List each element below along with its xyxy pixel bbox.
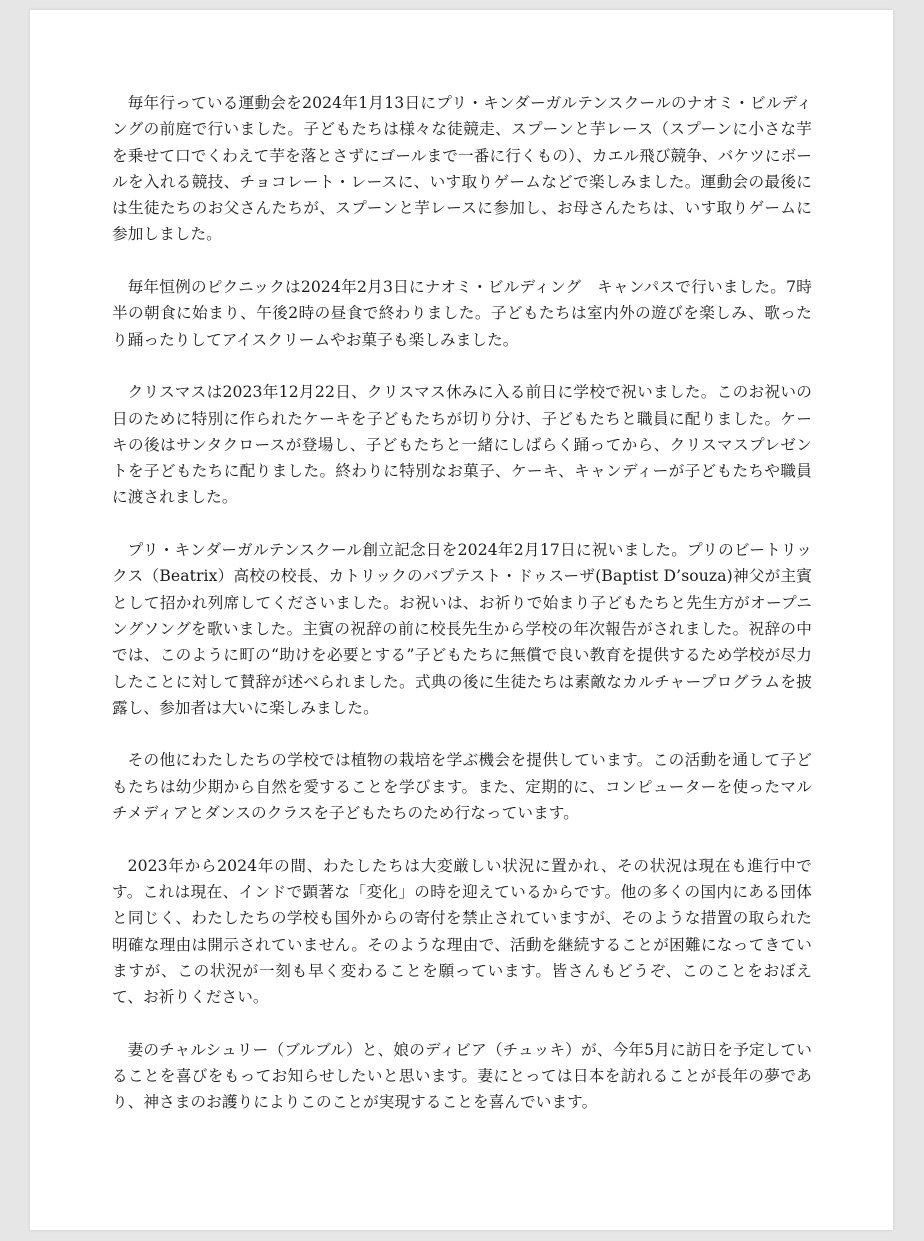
paragraph-christmas: クリスマスは2023年12月22日、クリスマス休みに入る前日に学校で祝いました。このお祝いの日のために特別に作られたケーキを子どもたちが切り分け、子どもたちと職員に配りました。ケーキの後はサンタクロースが登場し、子どもたちと一緒にしばらく踊ってから、クリスマスプレゼントを子どもたちに配りました。終わりに特別なお菓子、ケーキ、キャンディーが子どもたちや職員に渡されました。	[112, 383, 812, 507]
paragraph-sports-day: 毎年行っている運動会を2024年1月13日にプリ・キンダーガルテンスクールのナオミ・ビルディングの前庭で行いました。子どもたちは様々な徒競走、スプーンと芋レース（スプーンに小さな芋を乗せて口でくわえて芋を落とさずにゴールまで一番に行くもの）、カエル飛び競争、バケツにボールを入れる競技、チョコレート・レースに、いす取りゲームなどで楽しみました。運動会の最後には生徒たちのお父さんたちが、スプーンと芋レースに参加し、お母さんたちは、いす取りゲームに参加しました。	[112, 94, 812, 244]
document-page	[30, 10, 893, 1230]
paragraph-family-visit: 妻のチャルシュリー（ブルブル）と、娘のディビア（チュッキ）が、今年5月に訪日を予定していることを喜びをもってお知らせしたいと思います。妻にとっては日本を訪れることが長年の夢であり、神さまのお護りによりこのことが実現することを喜んでいます。	[112, 1040, 812, 1112]
paragraph-activities: その他にわたしたちの学校では植物の栽培を学ぶ機会を提供しています。この活動を通して子どもたちは幼少期から自然を愛することを学びます。また、定期的に、コンピューターを使ったマルチメディアとダンスのクラスを子どもたちのため行なっています。	[112, 751, 812, 823]
document-body	[112, 90, 812, 1142]
paragraph-founders-day: プリ・キンダーガルテンスクール創立記念日を2024年2月17日に祝いました。プリのビートリックス（Beatrix）高校の校長、カトリックのバプテスト・ドゥスーザ(Baptist D’souza)神父が主賓として招かれ列席してくださいました。お祝いは、お祈りで始まり子どもたちと先生方がオープニングソングを歌いました。主賓の祝辞の前に校長先生から学校の年次報告がされました。祝辞の中では、このように町の“助けを必要とする”子どもたちに無償で良い教育を提供するため学校が尽力したことに対して賛辞が述べられました。式典の後に生徒たちは素敵なカルチャープログラムを披露し、参加者は大いに楽しみました。	[112, 541, 812, 717]
paragraph-situation: 2023年から2024年の間、わたしたちは大変厳しい状況に置かれ、その状況は現在も進行中です。これは現在、インドで顕著な「変化」の時を迎えているからです。他の多くの国内にある団体と同じく、わたしたちの学校も国外からの寄付を禁止されていますが、そのような措置の取られた明確な理由は開示されていません。そのような理由で、活動を継続することが困難になってきていますが、この状況が一刻も早く変わることを願っています。皆さんもどうぞ、このことをおぼえて、お祈りください。	[112, 856, 812, 1007]
paragraph-picnic: 毎年恒例のピクニックは2024年2月3日にナオミ・ビルディング キャンパスで行いました。7時半の朝食に始まり、午後2時の昼食で終わりました。子どもたちは室内外の遊びを楽しみ、歌ったり踊ったりしてアイスクリームやお菓子も楽しみました。	[112, 278, 812, 349]
